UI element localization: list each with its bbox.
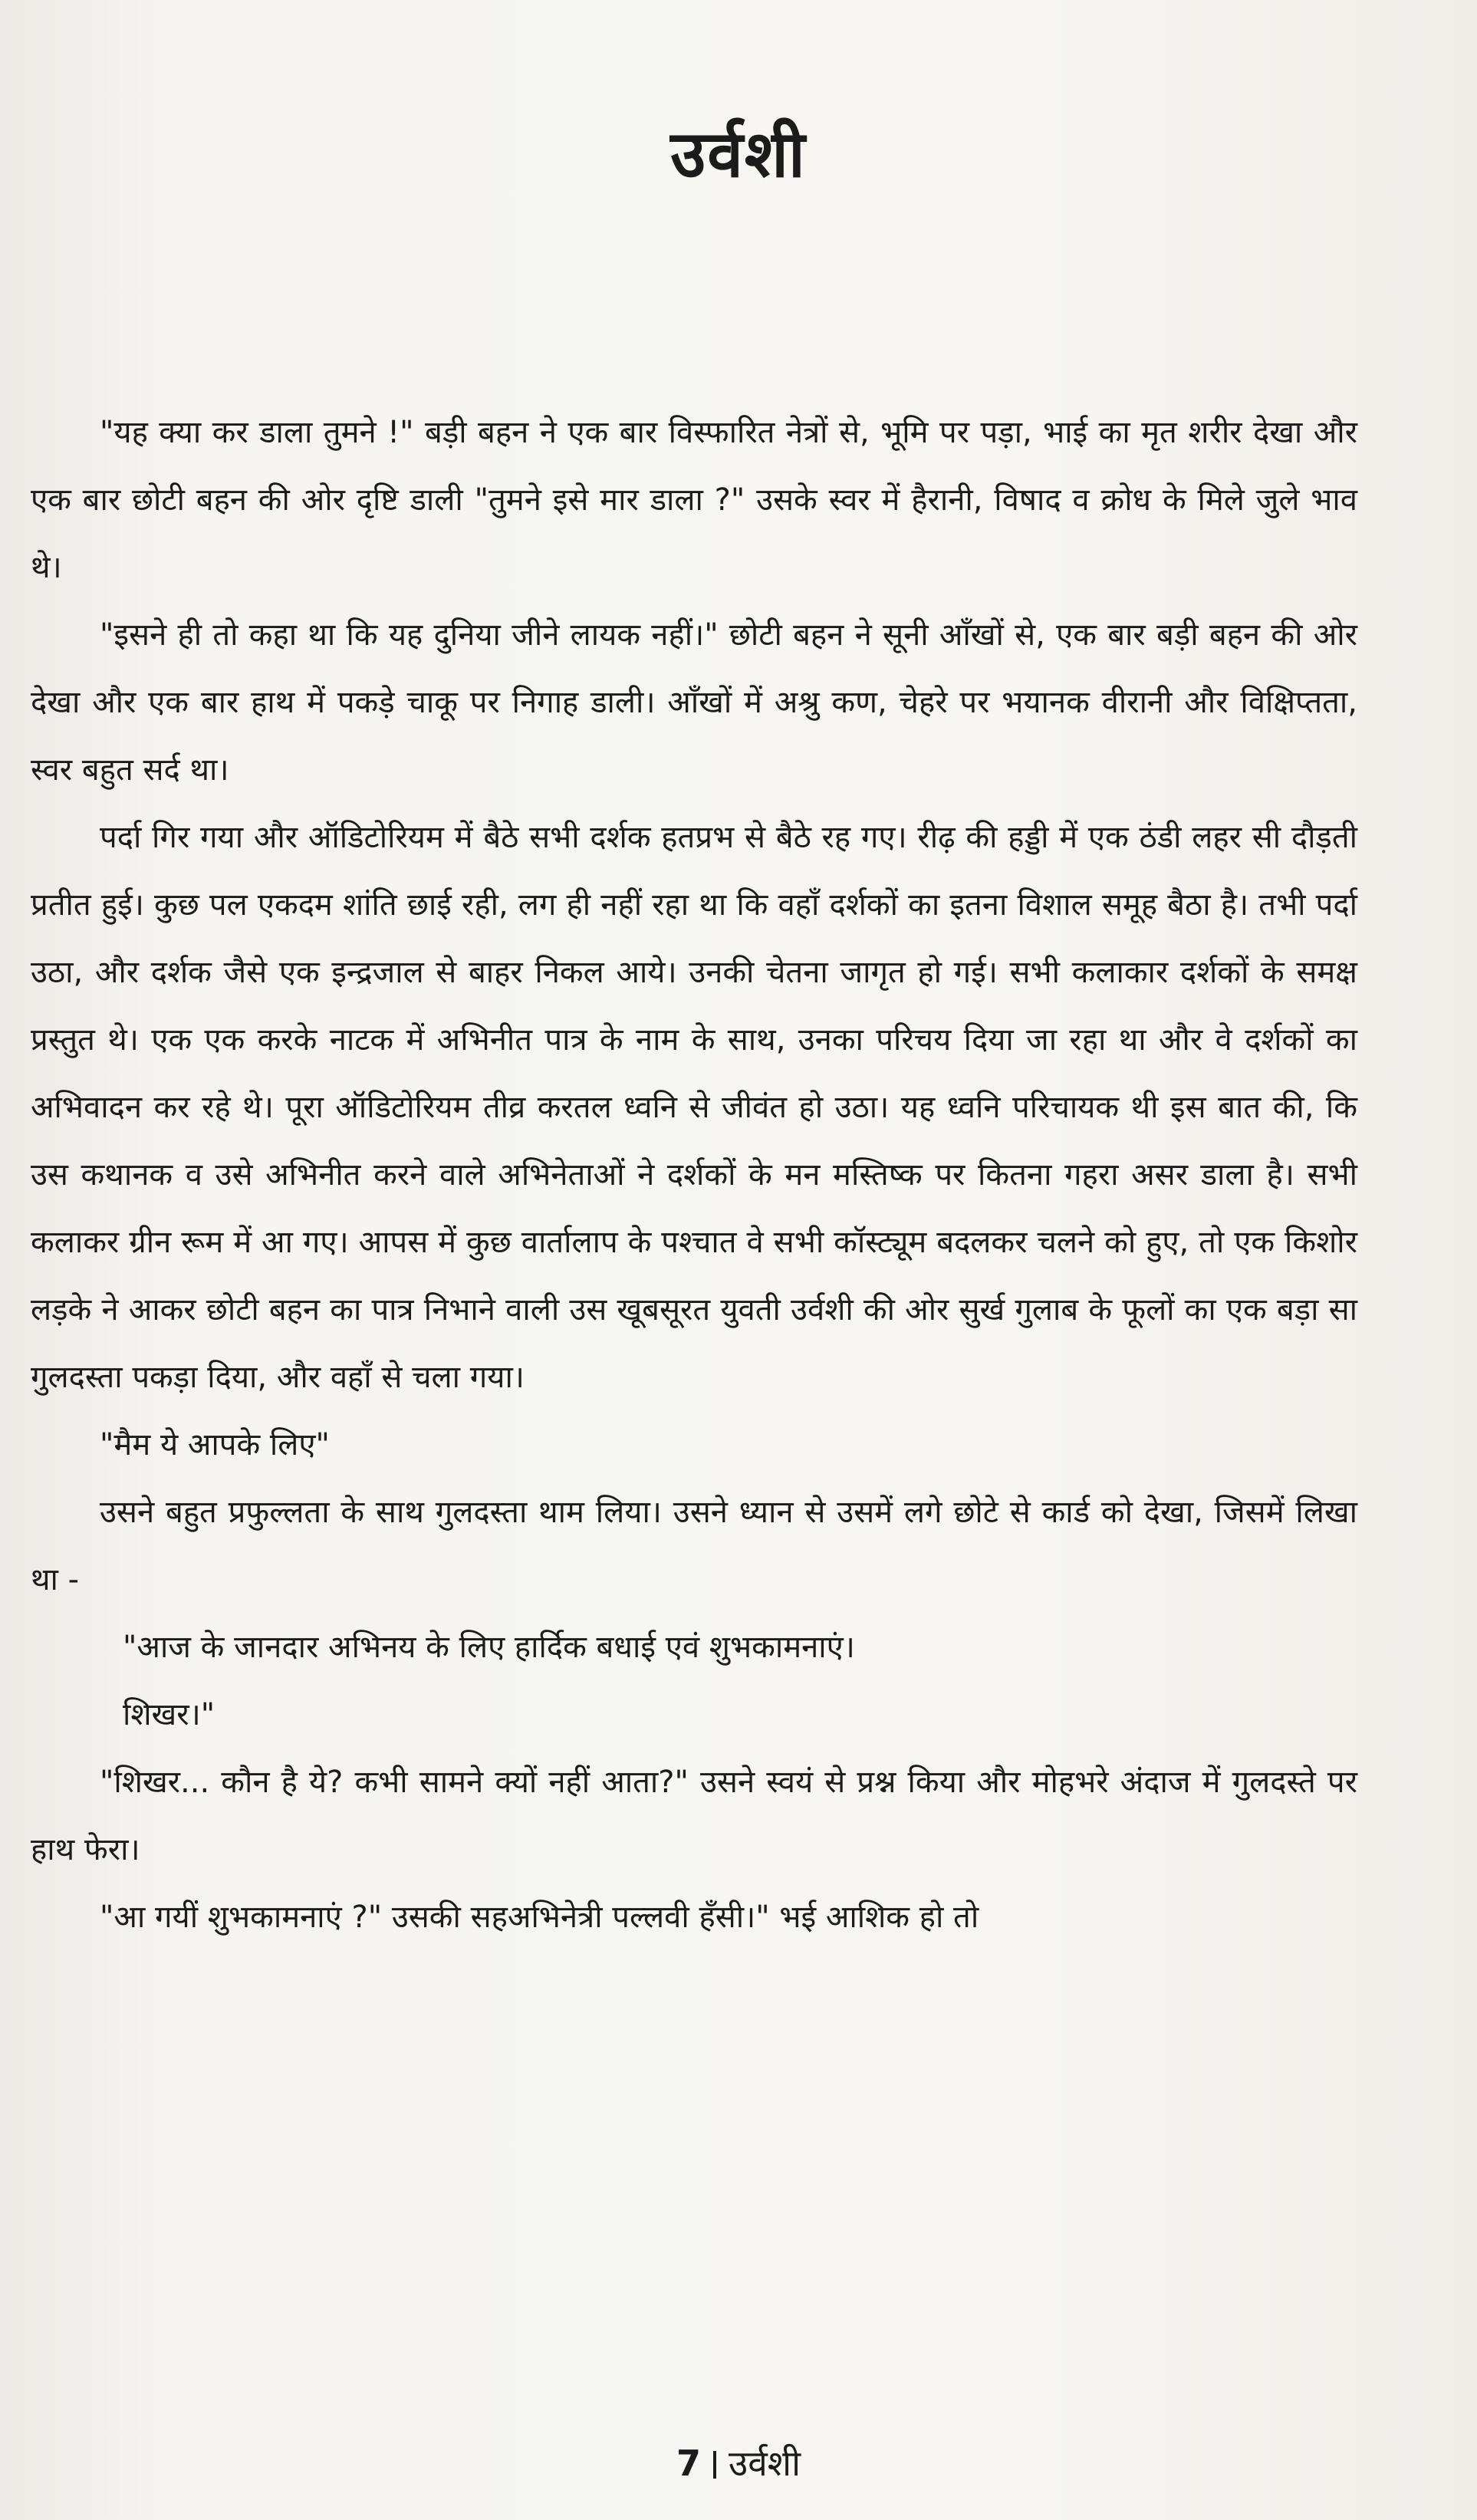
dialogue-line: "मैम ये आपके लिए" [100, 1427, 330, 1462]
card-signature: शिखर।" [123, 1697, 215, 1732]
page-number: 7 [676, 2443, 702, 2484]
paragraph: "शिखर... कौन है ये? कभी सामने क्यों नहीं आता?" उसने स्वयं से प्रश्न किया और मोहभरे अंदाज में गुलदस्ते पर हाथ फेरा। [31, 1765, 1357, 1867]
paragraph: पर्दा गिर गया और ऑडिटोरियम में बैठे सभी दर्शक हतप्रभ से बैठे रह गए। रीढ़ की हड्डी में एक ठंडी लहर सी दौड़ती प्रतीत हुई। कुछ पल एकदम शांति छाई रही, लग ही नहीं रहा था कि वहाँ दर्शकों का इतना विशाल समूह बैठा है। तभी पर्दा उठा, और दर्शक जैसे एक इन्द्रजाल से बाहर निकल आये। उनकी चेतना जागृत हो गई। सभी कलाकार दर्शकों के समक्ष प्रस्तुत थे। एक एक करके नाटक में अभिनीत पात्र के नाम के साथ, उनका परिचय दिया जा रहा था और वे दर्शकों का अभिवादन कर रहे थे। पूरा ऑडिटोरियम तीव्र करतल ध्वनि से जीवंत हो उठा। यह ध्वनि परिचायक थी इस बात की, कि उस कथानक व उसे अभिनीत करने वाले अभिनेताओं ने दर्शकों के मन मस्तिष्क पर कितना गहरा असर डाला है। सभी कलाकर ग्रीन रूम में आ गए। आपस में कुछ वार्तालाप के पश्चात वे सभी कॉस्ट्यूम बदलकर चलने को हुए, तो एक किशोर लड़के ने आकर छोटी बहन का पात्र निभाने वाली उस खूबसूरत युवती उर्वशी की ओर सुर्ख गुलाब के फूलों का एक बड़ा सा गुलदस्ता पकड़ा दिया, और वहाँ से चला गया। [31, 820, 1357, 1395]
page-footer [0, 2439, 1477, 2486]
body-text [31, 399, 1357, 1951]
paragraph: उसने बहुत प्रफुल्लता के साथ गुलदस्ता थाम लिया। उसने ध्यान से उसमें लगे छोटे से कार्ड को देखा, जिसमें लिखा था - [31, 1495, 1357, 1597]
paragraph: "यह क्या कर डाला तुमने !" बड़ी बहन ने एक बार विस्फारित नेत्रों से, भूमि पर पड़ा, भाई का मृत शरीर देखा और एक बार छोटी बहन की ओर दृष्टि डाली "तुमने इसे मार डाला ?" उसके स्वर में हैरानी, विषाद व क्रोध के मिले जुले भाव थे। [31, 415, 1357, 585]
running-title: उर्वशी [729, 2443, 801, 2484]
paragraph: "इसने ही तो कहा था कि यह दुनिया जीने लायक नहीं।" छोटी बहन ने सूनी आँखों से, एक बार बड़ी बहन की ओर देखा और एक बार हाथ में पकड़े चाकू पर निगाह डाली। आँखों में अश्रु कण, चेहरे पर भयानक वीरानी और विक्षिप्तता, स्वर बहुत सर्द था। [31, 617, 1357, 788]
chapter-title: उर्वशी [670, 117, 807, 192]
paragraph: "आ गयीं शुभकामनाएं ?" उसकी सहअभिनेत्री पल्लवी हँसी।" भई आशिक हो तो [100, 1900, 979, 1935]
card-message-line: "आज के जानदार अभिनय के लिए हार्दिक बधाई एवं शुभकामनाएं। [123, 1630, 855, 1665]
footer-divider [713, 2451, 716, 2479]
